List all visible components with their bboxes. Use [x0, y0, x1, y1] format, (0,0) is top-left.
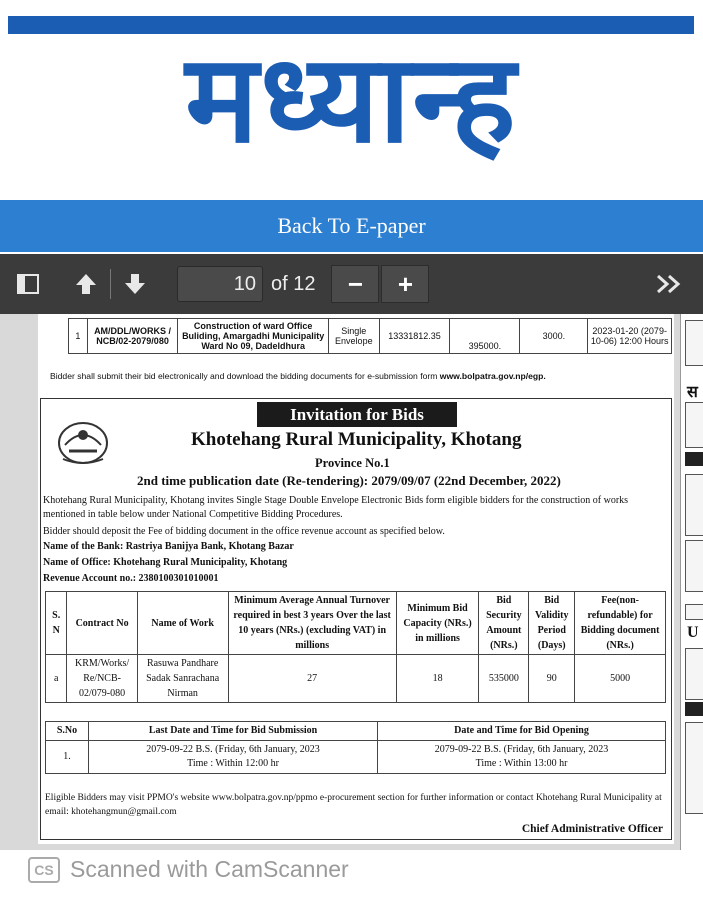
pdf-viewer[interactable]: [0, 314, 703, 850]
submission-time: Time : Within 12:00 hr: [187, 758, 279, 769]
invitation-notice: [40, 398, 672, 840]
table-cell: a: [46, 655, 67, 703]
newspaper-logo: मध्यान्ह: [185, 27, 518, 170]
adjacent-box: [685, 540, 703, 592]
signatory: Chief Administrative Officer: [521, 823, 663, 835]
table-header: S. N: [46, 592, 67, 655]
municipality-name: Khotehang Rural Municipality, Khotang: [191, 429, 522, 450]
table-row: [46, 655, 666, 703]
province: Province No.1: [315, 456, 390, 470]
pdf-toolbar: [0, 254, 703, 314]
table-row: [69, 319, 672, 354]
table-header: Bid Security Amount (NRs.): [479, 592, 529, 655]
adjacent-dark-band: [685, 452, 703, 466]
bid-details-table: [45, 591, 666, 703]
adjacent-heading-letter: U: [687, 624, 699, 641]
adjacent-box: [685, 648, 703, 700]
table-header: Name of Work: [137, 592, 228, 655]
publication-date: 2nd time publication date (Re-tendering): 2079/09/07 (22nd December, 2022): [137, 473, 561, 488]
adjacent-box: [685, 474, 703, 536]
adjacent-heading-letter: स: [687, 384, 698, 401]
deposit-paragraph: Bidder should deposit the Fee of bidding document in the office revenue account as specified below.: [43, 526, 445, 537]
bank-name: Name of the Bank: Rastriya Banijya Bank, Khotang Bazar: [43, 541, 294, 552]
masthead: [0, 0, 703, 200]
double-chevron-right-icon[interactable]: [649, 264, 689, 304]
table-header: Date and Time for Bid Opening: [378, 722, 666, 741]
table-header: Fee(non-refundable) for Bidding document (NRs.): [575, 592, 666, 655]
table-cell: 535000: [479, 655, 529, 703]
table-cell: 3000.: [520, 319, 588, 354]
table-row: [46, 741, 666, 774]
page-count-label: of 12: [271, 272, 316, 295]
table-header: Minimum Average Annual Turnover required in best 3 years Over the last 10 years (NRs.) (excluding VAT) in millions: [228, 592, 396, 655]
table-header: Bid Validity Period (Days): [529, 592, 575, 655]
table-header-row: [46, 722, 666, 741]
table-cell: [378, 741, 666, 774]
table-header: Minimum Bid Capacity (NRs.) in millions: [396, 592, 479, 655]
table-header-row: [46, 592, 666, 655]
office-name: Name of Office: Khotehang Rural Municipality, Khotang: [43, 557, 288, 568]
previous-notice-note: [50, 371, 546, 381]
eligibility-paragraph: Eligible Bidders may visit PPMO's website www.bolpatra.gov.np/ppmo e-procurement section for further information or contact Khotehang Rural Municipality at email: khotehangmun@gmail.com: [45, 793, 662, 817]
page-number-input[interactable]: [177, 266, 263, 302]
zoom-out-button[interactable]: −: [331, 265, 379, 303]
table-cell: 395000.: [450, 319, 520, 354]
adjacent-box: [685, 722, 703, 814]
table-cell: [89, 741, 378, 774]
adjacent-box: [685, 604, 703, 620]
adjacent-page-strip: [680, 314, 703, 850]
table-cell: Single Envelope: [328, 319, 379, 354]
table-cell: Construction of ward Office Buliding, Amargadhi Municipality Ward No 09, Dadeldhura: [178, 319, 329, 354]
arrow-up-icon[interactable]: [66, 264, 106, 304]
table-cell: AM/DDL/WORKS / NCB/02-2079/080: [87, 319, 178, 354]
table-cell: 27: [228, 655, 396, 703]
toolbar-separator: [110, 269, 111, 299]
table-cell: 1.: [46, 741, 89, 774]
table-cell: 18: [396, 655, 479, 703]
table-header: Last Date and Time for Bid Submission: [89, 722, 378, 741]
camscanner-logo: CS: [28, 857, 60, 883]
table-cell: 13331812.35: [379, 319, 450, 354]
notice-title: Invitation for Bids: [257, 402, 457, 427]
adjacent-box: [685, 402, 703, 448]
camscanner-watermark: Scanned with CamScanner: [70, 856, 349, 882]
previous-notice-table: [68, 318, 672, 354]
table-cell: 5000: [575, 655, 666, 703]
note-website: www.bolpatra.gov.np/egp.: [439, 371, 546, 381]
adjacent-dark-band: [685, 702, 703, 716]
submission-date: 2079-09-22 B.S. (Friday, 6th January, 2023: [146, 744, 320, 755]
back-to-epaper-button[interactable]: Back To E-paper: [0, 200, 703, 252]
table-cell: Rasuwa Pandhare Sadak Sanrachana Nirman: [137, 655, 228, 703]
opening-time: Time : Within 13:00 hr: [475, 758, 568, 769]
table-cell: 1: [69, 319, 88, 354]
arrow-down-icon[interactable]: [115, 264, 155, 304]
intro-paragraph: Khotehang Rural Municipality, Khotang invites Single Stage Double Envelope Electronic Bids form eligible bidders for the construction of works mentioned in table below under National Competitive Bidding Procedures.: [43, 495, 629, 520]
note-text: Bidder shall submit their bid electronically and download the bidding documents for e-submission form: [50, 371, 440, 381]
nepal-emblem-icon: [55, 415, 111, 467]
table-cell: KRM/Works/ Re/NCB- 02/079-080: [67, 655, 137, 703]
revenue-account: Revenue Account no.: 2380100301010001: [43, 573, 219, 584]
pdf-page: [38, 314, 674, 844]
opening-date: 2079-09-22 B.S. (Friday, 6th January, 2023: [434, 744, 609, 755]
table-header: S.No: [46, 722, 89, 741]
sidebar-toggle-icon[interactable]: [8, 264, 48, 304]
bid-dates-table: [45, 721, 666, 774]
adjacent-box: [685, 320, 703, 366]
zoom-in-button[interactable]: +: [381, 265, 429, 303]
table-header: Contract No: [67, 592, 137, 655]
table-cell: 90: [529, 655, 575, 703]
table-cell: 2023-01-20 (2079-10-06) 12:00 Hours: [588, 319, 672, 354]
